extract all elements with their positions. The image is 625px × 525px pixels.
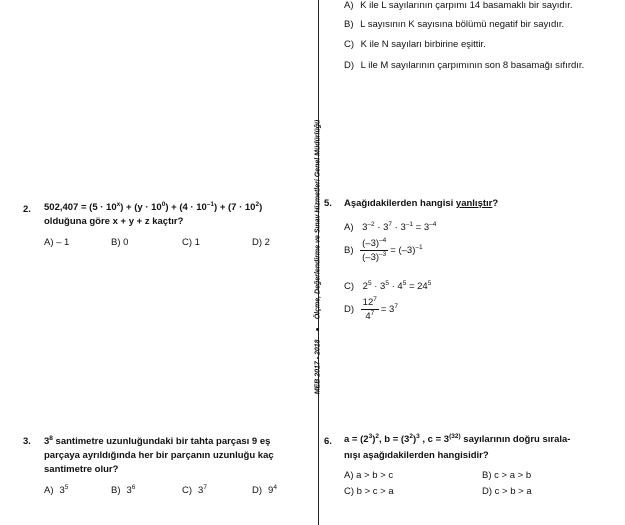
- side-caption-dept: Ölçme, Değerlendirme ve Sınav Hizmetleri Genel Müdürlüğü: [314, 119, 322, 320]
- q1-option-c[interactable]: [344, 39, 486, 50]
- option-math: $9^4$: [268, 483, 277, 496]
- fraction: $\frac{(-3)^{-4}}{(-3)^{-3}}$: [362, 236, 387, 263]
- side-caption-bullet: ●: [314, 327, 322, 332]
- q6-option-a[interactable]: A) a > b > c: [344, 470, 394, 481]
- q1-option-d[interactable]: [344, 60, 584, 71]
- option-text: L ile M sayılarının çarpımının son 8 basamağı sıfırdır.: [360, 60, 585, 71]
- q3-number: 3.: [23, 436, 31, 447]
- q3-option-c[interactable]: [182, 485, 207, 496]
- q3-line3: santimetre olur?: [44, 464, 119, 475]
- option-letter: A): [344, 222, 354, 233]
- q2-option-c[interactable]: C) 1: [182, 237, 200, 248]
- q2-option-a[interactable]: A) – 1: [44, 237, 70, 248]
- q5-option-b[interactable]: [344, 238, 423, 263]
- q5-question-post: ?: [492, 198, 499, 209]
- option-letter: D): [344, 304, 355, 315]
- q6-line2: nışı aşağıdakilerden hangisidir?: [344, 450, 489, 461]
- q3-line1-text: santimetre uzunluğundaki bir tahta parçası 9 eş: [52, 436, 271, 447]
- option-math: $3^7$: [198, 483, 207, 496]
- option-letter: D): [344, 60, 355, 71]
- option-math: $\frac{(-3)^{-4}}{(-3)^{-3}}$ = $(-3)^{-1}$: [362, 236, 423, 263]
- q6-line1-text: sayılarının doğru sırala-: [460, 434, 571, 445]
- option-math: $3^{-2} \cdot 3^7 \cdot 3^{-1} = 3^{-4}$: [362, 220, 437, 233]
- q6-number: 6.: [324, 436, 332, 447]
- option-letter: D): [252, 485, 263, 496]
- option-letter: B): [344, 19, 354, 30]
- q5-question-underlined: yanlıştır: [455, 198, 493, 209]
- q6-option-d[interactable]: D) c > b > a: [482, 486, 532, 497]
- q1-option-a[interactable]: [344, 0, 573, 11]
- side-caption-text: [315, 120, 322, 395]
- q3-line2: parçaya ayrıldığında her bir parçanın uzunluğu kaç: [44, 450, 274, 461]
- option-letter: C): [182, 485, 193, 496]
- option-text: L sayısının K sayısına bölümü negatif bir sayıdır.: [360, 19, 565, 30]
- q2-option-d[interactable]: D) 2: [252, 237, 270, 248]
- q5-option-d[interactable]: [344, 297, 398, 322]
- option-letter: B): [111, 485, 121, 496]
- q6-option-c[interactable]: C) b > c > a: [344, 486, 394, 497]
- option-text: K ile N sayıları birbirine eşittir.: [360, 39, 486, 50]
- q6-line1: $a = (2^3)^2$, $b = (3^2)^3$ , $c = 3^{(32)}$ sayılarının doğru sırala-: [344, 432, 571, 445]
- q5-option-a[interactable]: [344, 222, 436, 233]
- q3-option-d[interactable]: [252, 485, 277, 496]
- fraction: $\frac{12^7}{4^7}$: [362, 295, 377, 322]
- q3-line1: $3^8$ santimetre uzunluğundaki bir tahta parçası 9 eş: [44, 434, 271, 447]
- q5-option-c[interactable]: [344, 281, 431, 292]
- side-caption-org: MEB 2017 - 2018: [314, 339, 322, 395]
- q6-option-b[interactable]: B) c > a > b: [482, 470, 532, 481]
- q2-option-b[interactable]: B) 0: [111, 237, 129, 248]
- option-math: $3^6$: [126, 483, 136, 496]
- q5-question-pre: Aşağıdakilerden hangisi: [344, 198, 456, 209]
- q1-option-b[interactable]: [344, 19, 564, 30]
- option-text: K ile L sayılarının çarpımı 14 basamaklı bir sayıdır.: [360, 0, 573, 11]
- option-letter: C): [344, 39, 355, 50]
- option-letter: C): [344, 281, 355, 292]
- q2-equation: $502,407 = (5 \cdot 10^x) + (y \cdot 10^0) + (4 \cdot 10^{-1}) + (7 \cdot 10^2)$: [44, 200, 263, 213]
- option-letter: B): [344, 245, 354, 256]
- option-letter: A): [344, 0, 354, 11]
- option-math: $2^5 \cdot 3^5 \cdot 4^5 = 24^5$: [362, 279, 432, 292]
- q3-option-a[interactable]: [44, 485, 68, 496]
- option-letter: A): [44, 485, 54, 496]
- option-math: $\frac{12^7}{4^7}$ = $3^7$: [362, 295, 398, 322]
- q5-question: [344, 198, 498, 209]
- q2-question: olduğuna göre x + y + z kaçtır?: [44, 216, 184, 227]
- q5-number: 5.: [324, 198, 332, 209]
- q3-option-b[interactable]: [111, 485, 135, 496]
- q2-number: 2.: [23, 204, 31, 215]
- option-math: $3^5$: [59, 483, 69, 496]
- side-caption: [306, 92, 330, 422]
